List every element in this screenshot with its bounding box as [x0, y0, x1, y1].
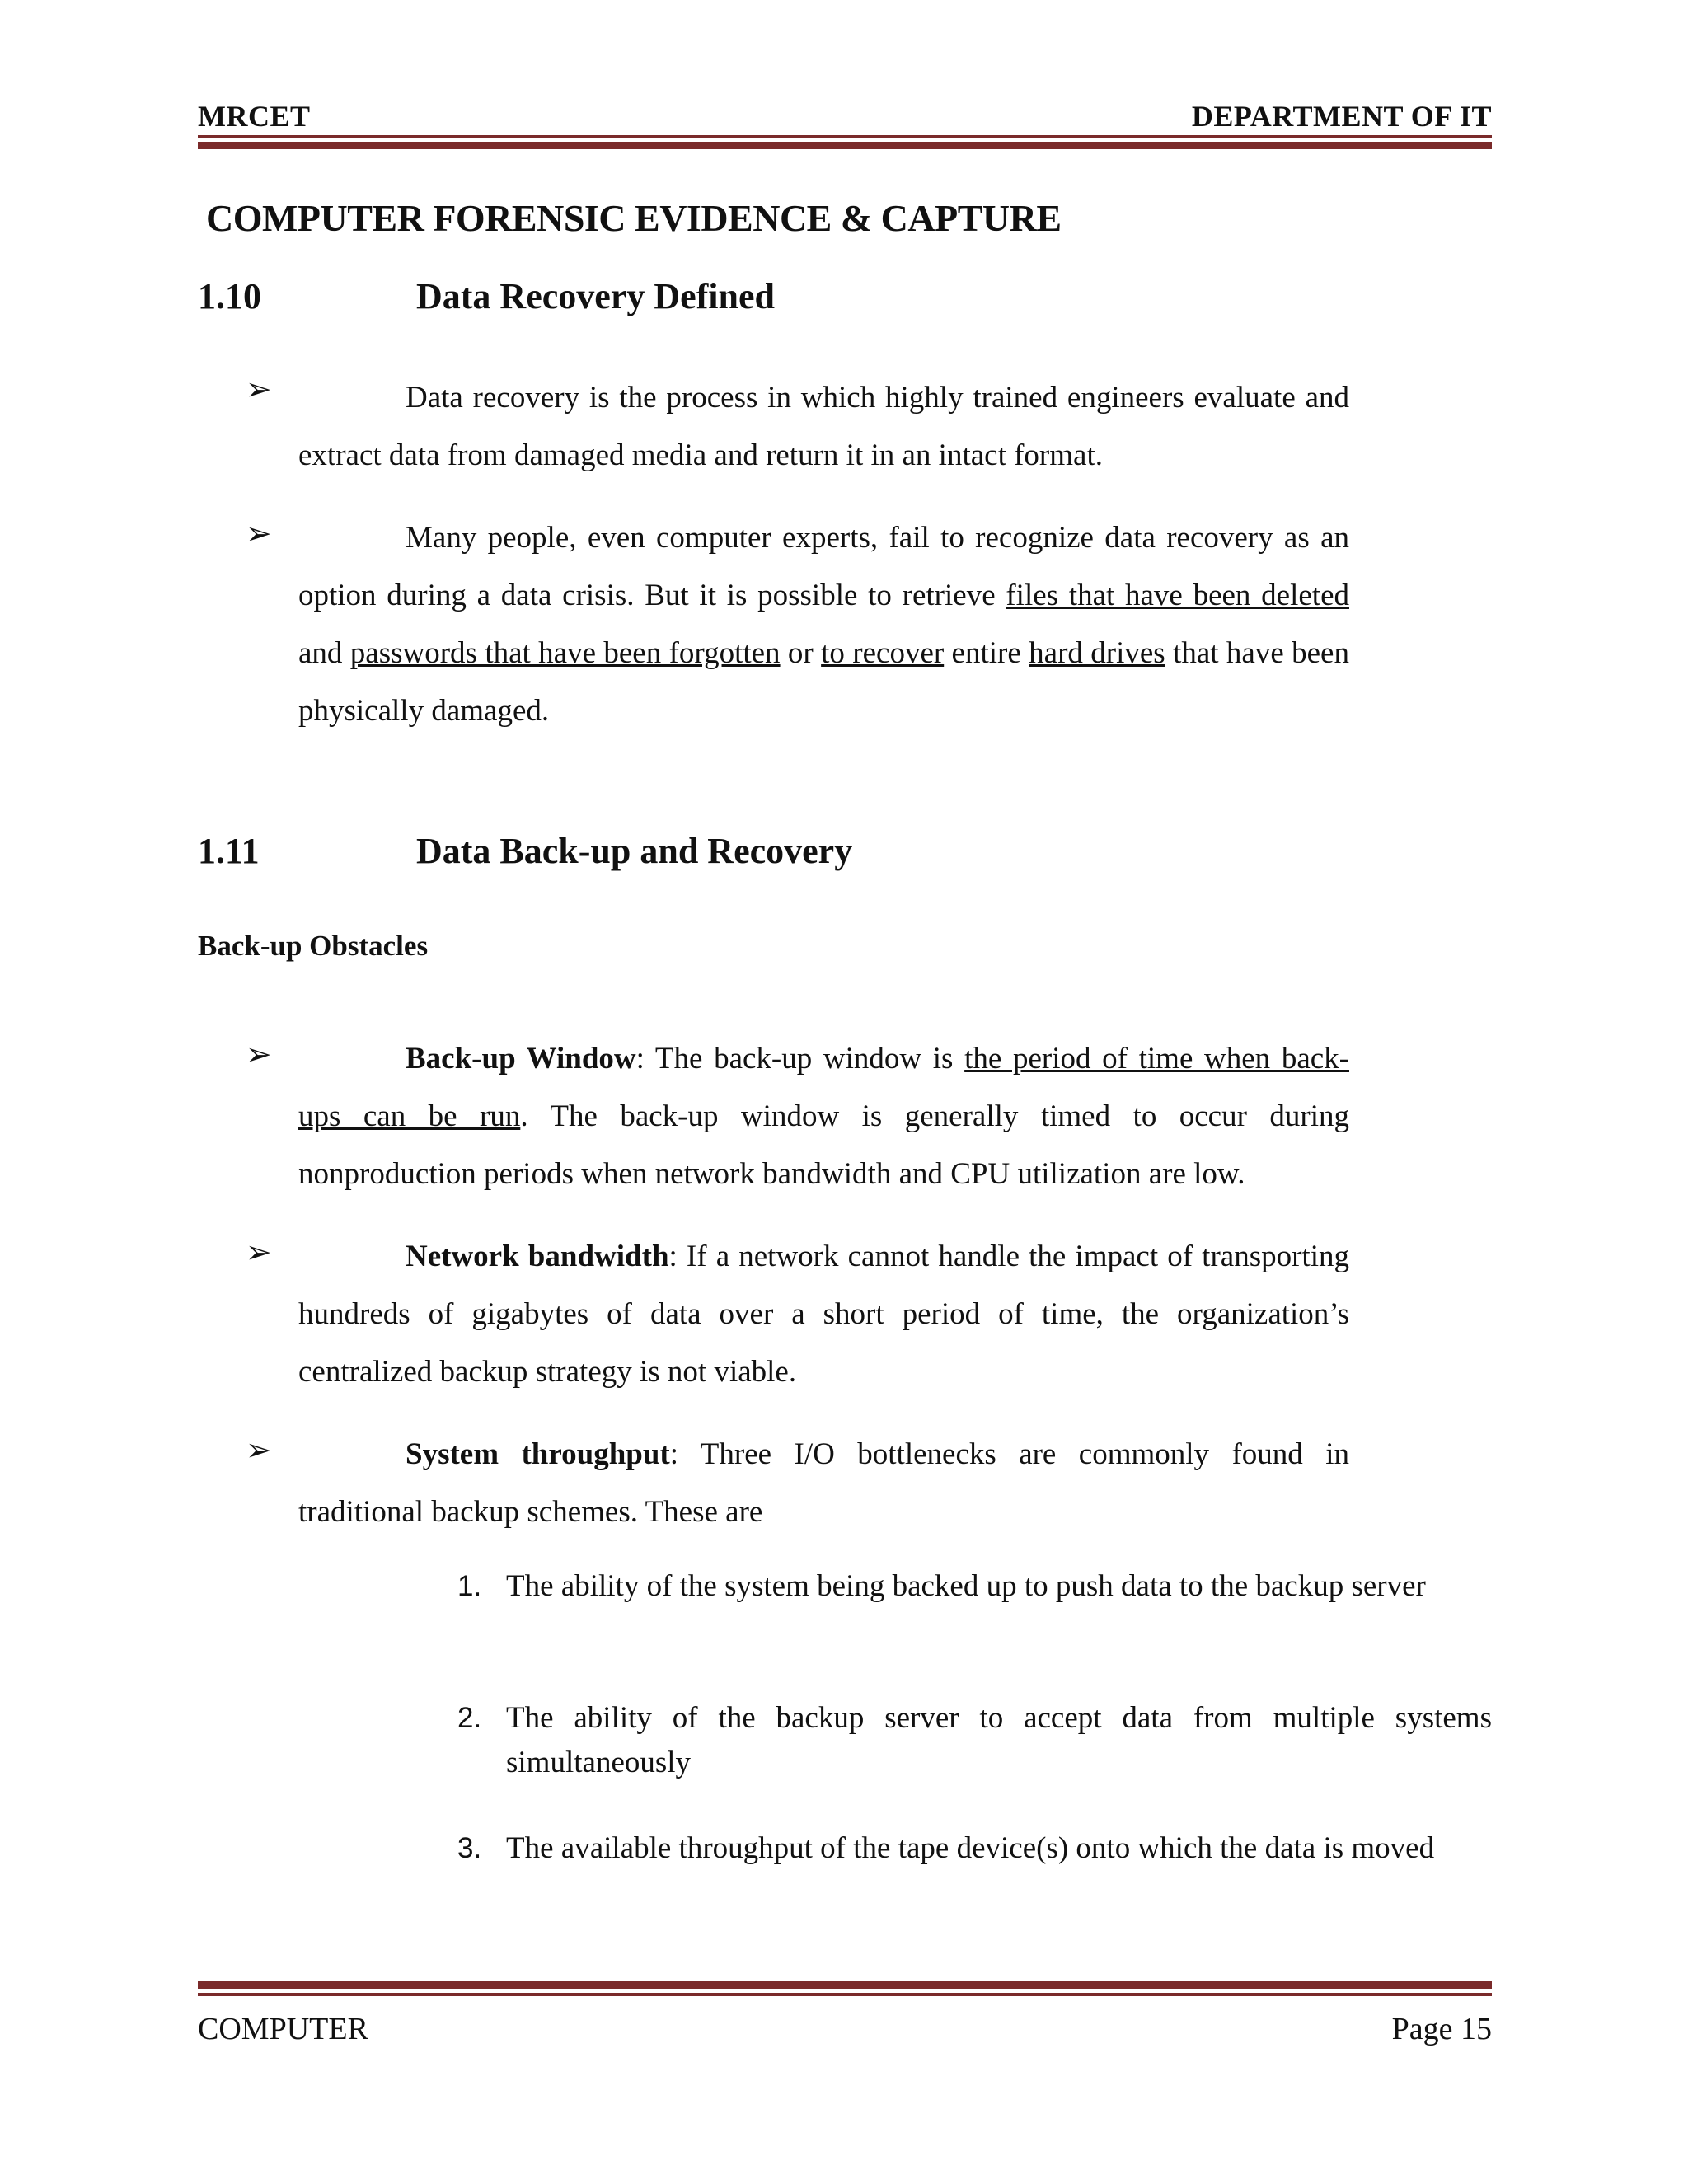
arrow-bullet-icon: ➢: [246, 515, 272, 551]
underlined-phrase: to recover: [821, 636, 945, 670]
paragraph-text: Data recovery is the process in which highly trained engineers evaluate and extract data from damaged media and return it in an intact format.: [298, 381, 1349, 472]
bullet-paragraph: [298, 369, 1349, 485]
arrow-bullet-icon: ➢: [246, 1234, 272, 1270]
footer-rule-thin: [198, 1993, 1492, 1996]
footer-left: COMPUTER: [198, 2012, 368, 2046]
list-number: 2.: [457, 1702, 482, 1734]
bullet-label: Network bandwidth: [406, 1240, 669, 1273]
section-number: 1.11: [198, 831, 260, 871]
header-right: DEPARTMENT OF IT: [1191, 100, 1492, 133]
bullet-paragraph: [298, 509, 1349, 740]
bullet-paragraph: [298, 1426, 1349, 1541]
bullet-label: System throughput: [406, 1437, 670, 1471]
list-number: 1.: [457, 1570, 482, 1602]
paragraph-text: . The back-up window is generally timed to occur during nonproduction periods when network bandwidth and CPU utilization are low.: [298, 1099, 1349, 1191]
bullet-paragraph: [298, 1030, 1349, 1203]
header-rule-thin: [198, 135, 1492, 138]
header-left: MRCET: [198, 100, 311, 133]
underlined-phrase: hard drives: [1029, 636, 1165, 670]
paragraph-text: : If a network cannot handle the impact of transporting hundreds of gigabytes of data over a short period of time, the organization’s centralized backup strategy is not viable.: [298, 1240, 1349, 1389]
header-rule-thick: [198, 142, 1492, 149]
underlined-phrase: files that have been deleted: [1006, 579, 1349, 612]
bullet-paragraph: [298, 1228, 1349, 1401]
section-title: Data Back-up and Recovery: [416, 831, 853, 871]
paragraph-text: : The back-up window is: [635, 1042, 965, 1076]
paragraph-text: or: [780, 636, 822, 670]
paragraph-text: Many people, even computer experts, fail to recognize data recovery as an option during a data crisis. But it is possible to retrieve: [298, 521, 1349, 612]
section-title: Data Recovery Defined: [416, 276, 775, 316]
list-item: The ability of the system being backed up to push data to the backup server: [506, 1569, 1426, 1603]
bullet-label: Back-up Window: [406, 1042, 636, 1076]
underlined-phrase: the period of time when back-ups can be run: [298, 1042, 1349, 1133]
section-number: 1.10: [198, 276, 261, 316]
arrow-bullet-icon: ➢: [246, 1036, 272, 1072]
underlined-phrase: passwords that have been forgotten: [349, 636, 781, 670]
paragraph-text: : Three I/O bottlenecks are commonly found in traditional backup schemes. These are: [298, 1437, 1350, 1529]
list-item: The ability of the backup server to accept data from multiple systems simultaneously: [506, 1701, 1492, 1779]
arrow-bullet-icon: ➢: [246, 1432, 272, 1468]
page-title: COMPUTER FORENSIC EVIDENCE & CAPTURE: [206, 197, 1062, 239]
arrow-bullet-icon: ➢: [246, 371, 272, 407]
paragraph-text: entire: [944, 636, 1029, 670]
list-item: The available throughput of the tape device(s) onto which the data is moved: [506, 1831, 1435, 1865]
paragraph-text: that have been physically damaged.: [298, 636, 1349, 728]
subheading: Back-up Obstacles: [198, 930, 429, 962]
list-number: 3.: [457, 1832, 482, 1864]
footer-rule-thick: [198, 1981, 1492, 1989]
paragraph-text: and: [298, 636, 350, 670]
page-number: Page 15: [1391, 2012, 1492, 2046]
